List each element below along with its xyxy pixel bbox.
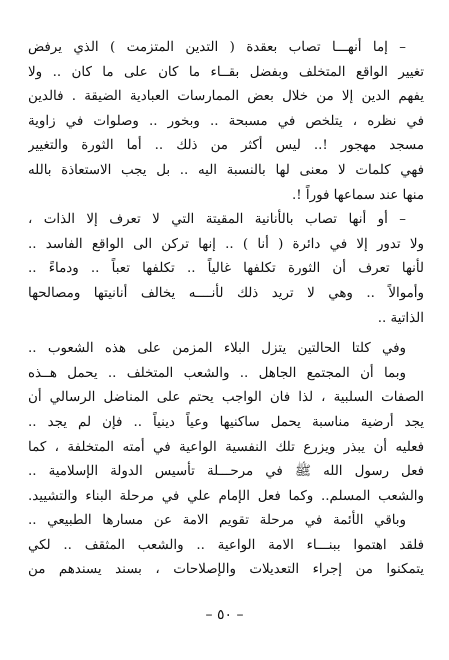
text-line: فهي كلمات لا معنى لها بالنسبة اليه .. بل يجب الاستعاذة بالله bbox=[28, 162, 424, 178]
text-line: يجد أرضية مناسبة يحمل ساكنيها وعياً دينياً .. فإن لم يجد .. bbox=[28, 414, 424, 430]
text-line: يفهم الدين إلا من خلال بعض الممارسات العبادية الضيقة . فالدين bbox=[28, 89, 424, 105]
text-line: فلقد اهتموا ببنـــاء الامة الواعية .. والشعب المثقف .. لكي bbox=[28, 537, 424, 553]
text-line: وبما أن المجتمع الجاهل .. والشعب المتخلف .. يحمل هــذه bbox=[28, 365, 406, 381]
text-line: الذاتية .. bbox=[377, 310, 424, 326]
text-line: وأموالاً .. وهي لا تريد ذلك لأنــــه يخالف أنانيتها ومصالحها bbox=[28, 285, 424, 301]
text-line: فعليه أن يبذر ويزرع تلك النفسية الواعية في أمته المتخلفة ، كما bbox=[28, 439, 424, 455]
text-line: ولا تدور إلا في دائرة ( أنا ) .. إنها تركن الى الواقع الفاسد .. bbox=[28, 236, 424, 252]
text-line: تغيير الواقع المتخلف وبفضل بقــاء ما كان على ما كان .. ولا bbox=[28, 64, 424, 80]
page-number: – ٥٠ – bbox=[205, 607, 244, 623]
text-line: الصفات السلبية ، لذا فان الواجب يحتم على المناضل الرسالي أن bbox=[28, 390, 424, 406]
text-line: مسجد مهجور !.. ليس أكثر من ذلك .. أما الثورة والتغيير bbox=[28, 138, 424, 154]
text-line: – إما أنهـــا تصاب بعقدة ( التدين المتزمت ) الذي يرفض bbox=[28, 40, 406, 55]
text-line: في نظره ، يتلخص في مسبحة .. وبخور .. وصلوات في زاوية bbox=[28, 113, 424, 129]
page-body bbox=[28, 36, 424, 583]
text-line: وباقي الأئمة في مرحلة تقويم الامة عن مسارها الطبيعي .. bbox=[28, 513, 406, 529]
text-line: والشعب المسلم.. وكما فعل الإمام علي في مرحلة البناء والتشييد. bbox=[28, 488, 424, 504]
text-line: يتمكنوا من إجراء التعديلات والإصلاحات ، بسند يسندهم من bbox=[28, 562, 424, 578]
text-line: فعل رسول الله ﷺ في مرحـــلة تأسيس الدولة الإسلامية .. bbox=[28, 464, 424, 480]
text-line: وفي كلتا الحالتين يتزل البلاء المزمن على هذه الشعوب .. bbox=[28, 341, 406, 357]
text-line: لأنها تعرف أن الثورة تكلفها غالياً .. تكلفها تعباً .. ودماءً .. bbox=[28, 261, 424, 277]
text-line: منها عند سماعها فوراً !. bbox=[292, 187, 424, 203]
text-line: – أو أنها تصاب بالأنانية المقيتة التي لا تعرف إلا الذات ، bbox=[28, 212, 406, 228]
